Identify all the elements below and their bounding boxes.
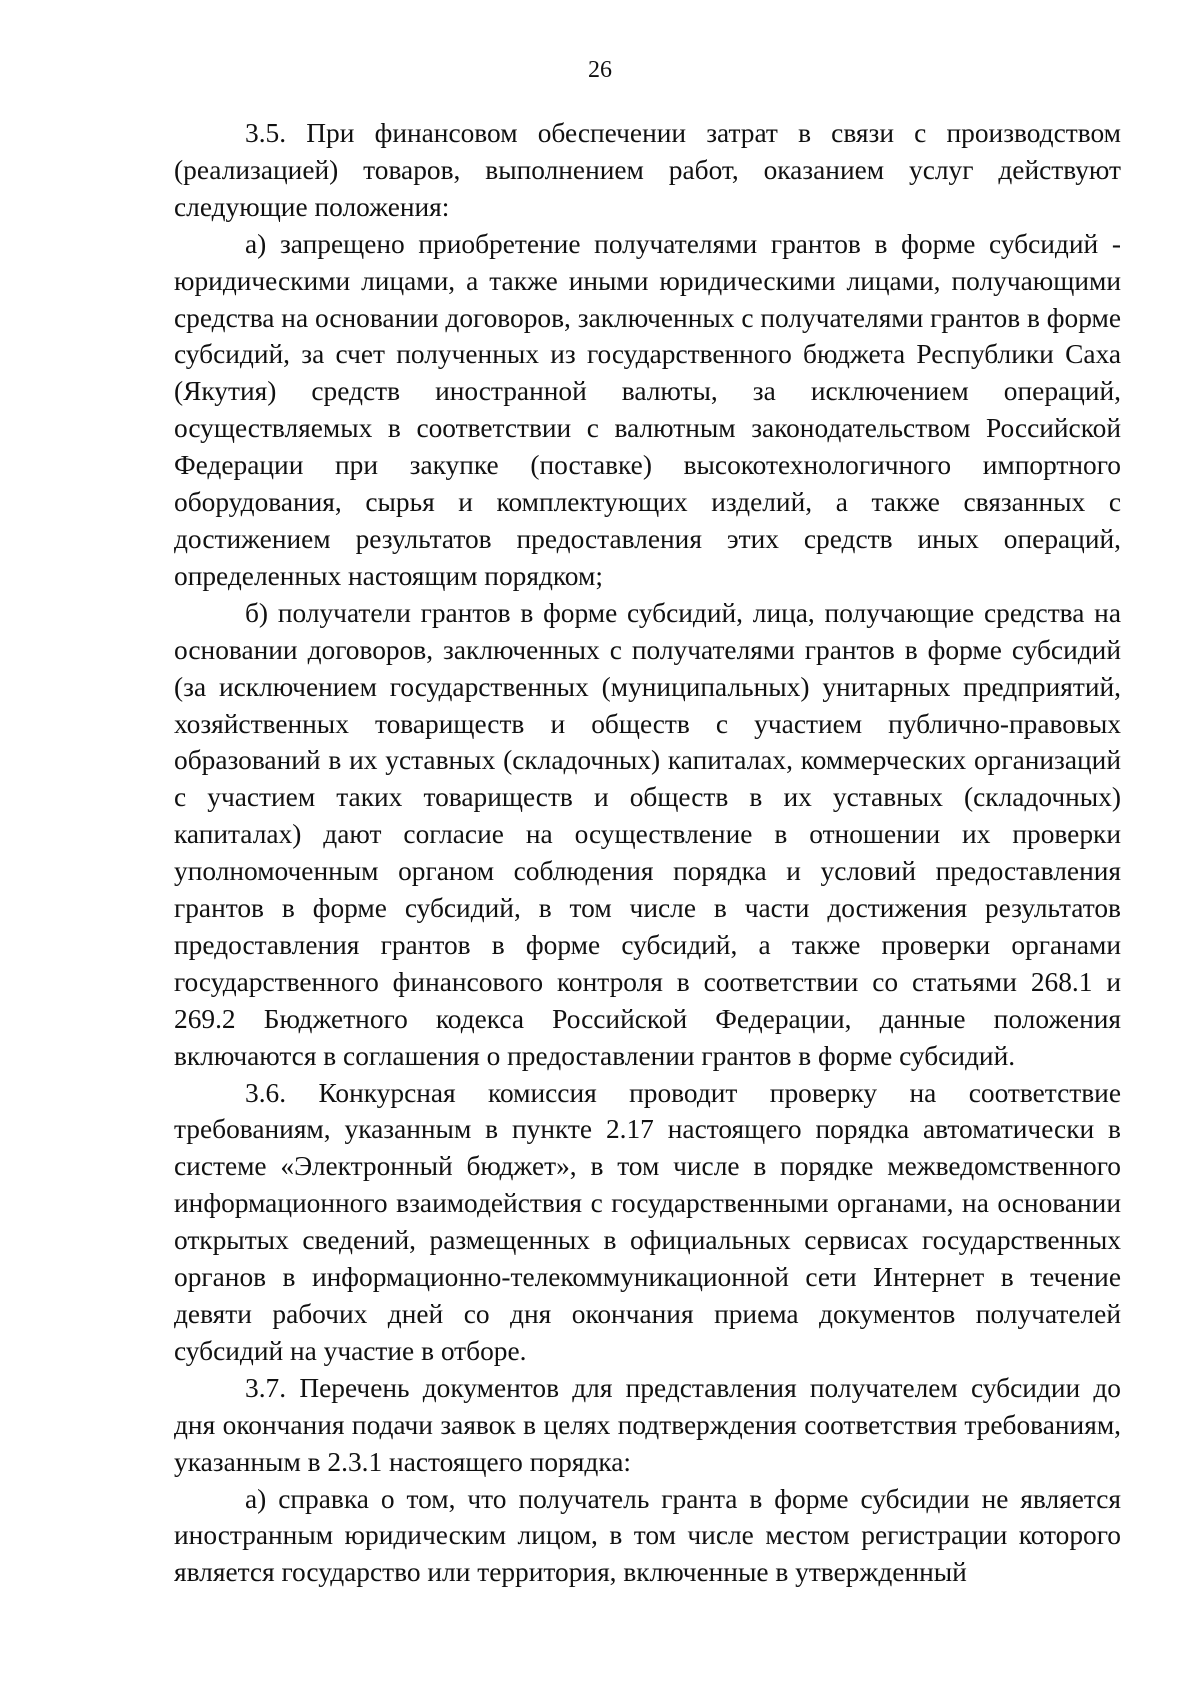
paragraph-3-7: 3.7. Перечень документов для представления получателем субсидии до дня окончания подачи заявок в целях подтверждения соответствия требованиям, указанным в 2.3.1 настоящего порядка: xyxy=(174,1372,1121,1477)
paragraph-3-5: 3.5. При финансовом обеспечении затрат в связи с производством (реализацией) товаров, выполнением работ, оказанием услуг действуют следующие положения: xyxy=(174,118,1121,222)
paragraph-3-6: 3.6. Конкурсная комиссия проводит проверку на соответствие требованиям, указанным в пункте 2.17 настоящего порядка автоматически в системе «Электронный бюджет», в том числе в порядке межведомственного информационного взаимодействия с государственными органами, на основании открытых сведений, размещенных в официальных сервисах государственных органов в информационно-телекоммуникационной сети Интернет в течение девяти рабочих дней со дня окончания приема документов получателей субсидий на участие в отборе. xyxy=(174,1077,1121,1366)
paragraph-3-7-a: а) справка о том, что получатель гранта в форме субсидии не является иностранным юридическим лицом, в том числе местом регистрации которого является государство или территория, включенные в утвержденный xyxy=(174,1483,1121,1588)
document-body xyxy=(174,115,1121,1591)
paragraph-3-5-b: б) получатели грантов в форме субсидий, лица, получающие средства на основании договоров, заключенных с получателями грантов в форме субсидий (за исключением государственных (муниципальных) унитарных предприятий, хозяйственных товариществ и обществ с участием публично-правовых образований в их уставных (складочных) капиталах, коммерческих организаций с участием таких товариществ и обществ в их уставных (складочных) капиталах) дают согласие на осуществление в отношении их проверки уполномоченным органом соблюдения порядка и условий предоставления грантов в форме субсидий, в том числе в части достижения результатов предоставления грантов в форме субсидий, а также проверки органами государственного финансового контроля в соответствии со статьями 268.1 и 269.2 Бюджетного кодекса Российской Федерации, данные положения включаются в соглашения о предоставлении грантов в форме субсидий. xyxy=(174,597,1121,1071)
paragraph-3-5-a: а) запрещено приобретение получателями грантов в форме субсидий - юридическими лицами, а также иными юридическими лицами, получающими средства на основании договоров, заключенных с получателями грантов в форме субсидий, за счет полученных из государственного бюджета Республики Саха (Якутия) средств иностранной валюты, за исключением операций, осуществляемых в соответствии с валютным законодательством Российской Федерации при закупке (поставке) высокотехнологичного импортного оборудования, сырья и комплектующих изделий, а также связанных с достижением результатов предоставления этих средств иных операций, определенных настоящим порядком; xyxy=(174,228,1121,591)
page-number: 26 xyxy=(588,57,612,83)
